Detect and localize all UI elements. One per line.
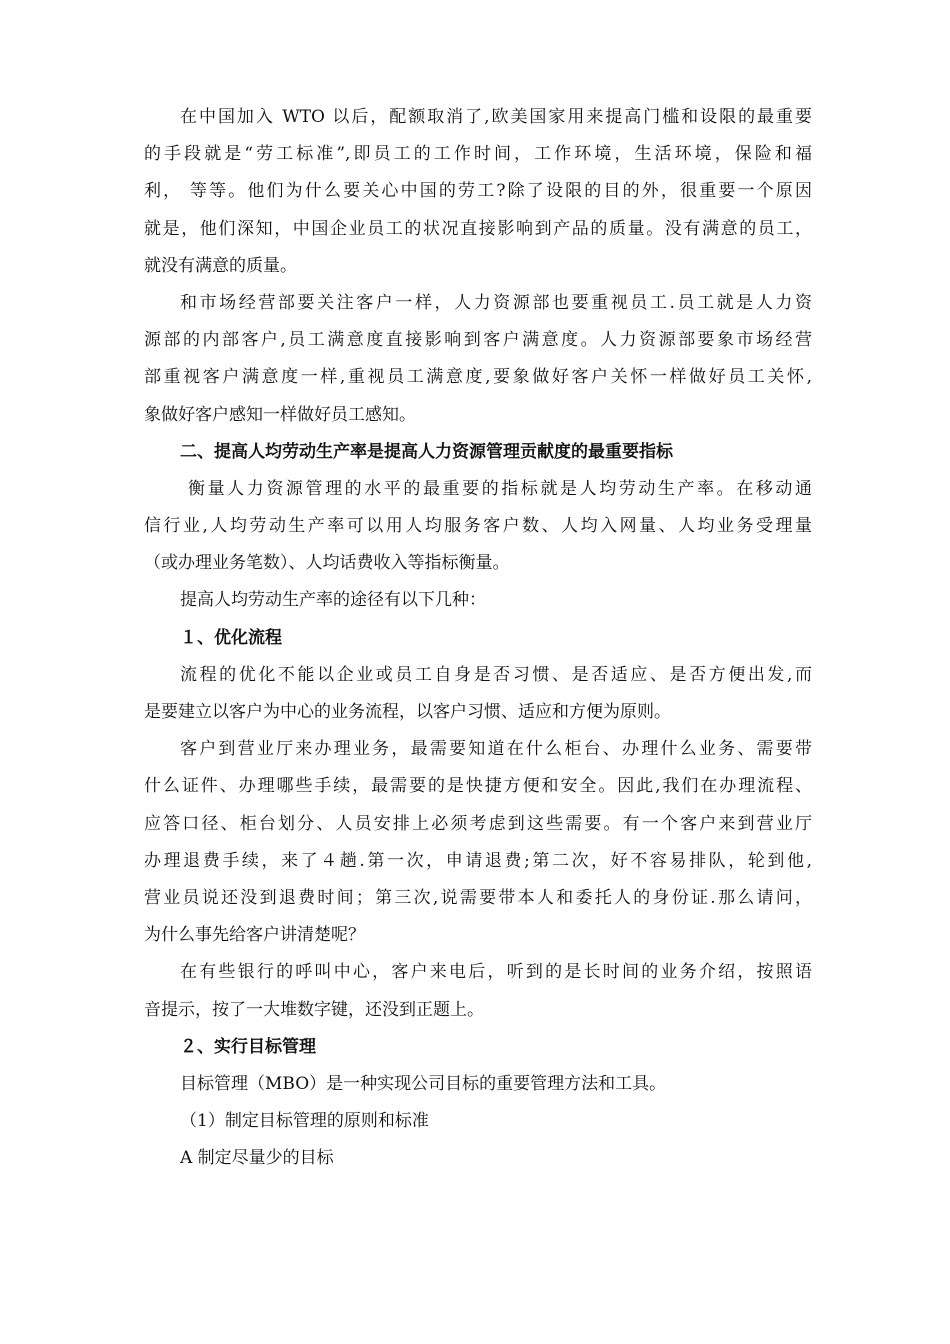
text-line: 和市场经营部要关注客户一样，人力资源部也要重视员工.员工就是人力资 — [180, 292, 812, 313]
subheading-optimize-process — [144, 620, 812, 657]
text-line: 就没有满意的质量。 — [144, 255, 297, 276]
heading-text: 二、提高人均劳动生产率是提高人力资源管理贡献度的最重要指标 — [180, 441, 673, 462]
text-line: 信行业,人均劳动生产率可以用人均服务客户数、人均入网量、人均业务受理量 — [144, 516, 812, 537]
paragraph-service-hall-example — [144, 731, 812, 954]
paragraph-few-goals — [144, 1140, 812, 1177]
heading-text: ２、实行目标管理 — [180, 1036, 316, 1057]
paragraph-productivity-metrics — [144, 471, 812, 583]
text-line: 办理退费手续，来了４趟.第一次，申请退费;第二次，好不容易排队，轮到他, — [144, 850, 812, 871]
text-line: 衡量人力资源管理的水平的最重要的指标就是人均劳动生产率。在移动通 — [188, 478, 812, 499]
paragraph-mbo-principles — [144, 1103, 812, 1140]
text-line: 源部的内部客户,员工满意度直接影响到客户满意度。人力资源部要象市场经营 — [144, 330, 812, 351]
text-line: 就是，他们深知，中国企业员工的状况直接影响到产品的质量。没有满意的员工， — [144, 218, 812, 239]
text-line: 象做好客户感知一样做好员工感知。 — [144, 404, 416, 425]
text-line: （或办理业务笔数）、人均话费收入等指标衡量。 — [144, 553, 510, 574]
text-line: 什么证件、办理哪些手续，最需要的是快捷方便和安全。因此,我们在办理流程、 — [144, 776, 812, 797]
text-line: （1）制定目标管理的原则和标准 — [180, 1111, 429, 1132]
text-line: 目标管理（MBO）是一种实现公司目标的重要管理方法和工具。 — [180, 1073, 667, 1094]
subheading-mbo — [144, 1029, 812, 1066]
text-line: 在有些银行的呼叫中心，客户来电后，听到的是长时间的业务介绍，按照语 — [180, 962, 812, 983]
text-line: 流程的优化不能以企业或员工自身是否习惯、是否适应、是否方便出发,而 — [180, 664, 812, 685]
paragraph-hr-internal-customers — [144, 285, 812, 434]
text-line: 利， 等等。他们为什么要关心中国的劳工?除了设限的目的外，很重要一个原因 — [144, 181, 812, 202]
heading-text: １、优化流程 — [180, 627, 282, 648]
section-heading-productivity — [144, 434, 812, 471]
paragraph-process-optimization — [144, 657, 812, 731]
text-line: 应答口径、柜台划分、人员安排上必须考虑到这些需要。有一个客户来到营业厅 — [144, 813, 812, 834]
paragraph-wto-labor-standards — [144, 99, 812, 285]
text-line: 的手段就是“劳工标准”,即员工的工作时间，工作环境，生活环境，保险和福 — [144, 144, 812, 165]
paragraph-mbo-definition — [144, 1066, 812, 1103]
paragraph-call-center-example — [144, 954, 812, 1028]
document-body — [144, 99, 812, 1177]
text-line: 提高人均劳动生产率的途径有以下几种： — [180, 590, 486, 611]
text-line: 音提示，按了一大堆数字键，还没到正题上。 — [144, 999, 484, 1020]
text-line: 为什么事先给客户讲清楚呢？ — [144, 925, 365, 946]
text-line: 部重视客户满意度一样,重视员工满意度,要象做好客户关怀一样做好员工关怀, — [144, 367, 812, 388]
paragraph-ways-intro — [144, 582, 812, 619]
text-line: 营业员说还没到退费时间；第三次,说需要带本人和委托人的身份证.那么请问， — [144, 887, 812, 908]
text-line: 是要建立以客户为中心的业务流程，以客户习惯、适应和方便为原则。 — [144, 702, 671, 722]
text-line: A 制定尽量少的目标 — [180, 1148, 334, 1169]
text-line: 在中国加入 WTO 以后，配额取消了,欧美国家用来提高门槛和设限的最重要 — [180, 107, 812, 127]
text-line: 客户到营业厅来办理业务，最需要知道在什么柜台、办理什么业务、需要带 — [180, 739, 812, 760]
